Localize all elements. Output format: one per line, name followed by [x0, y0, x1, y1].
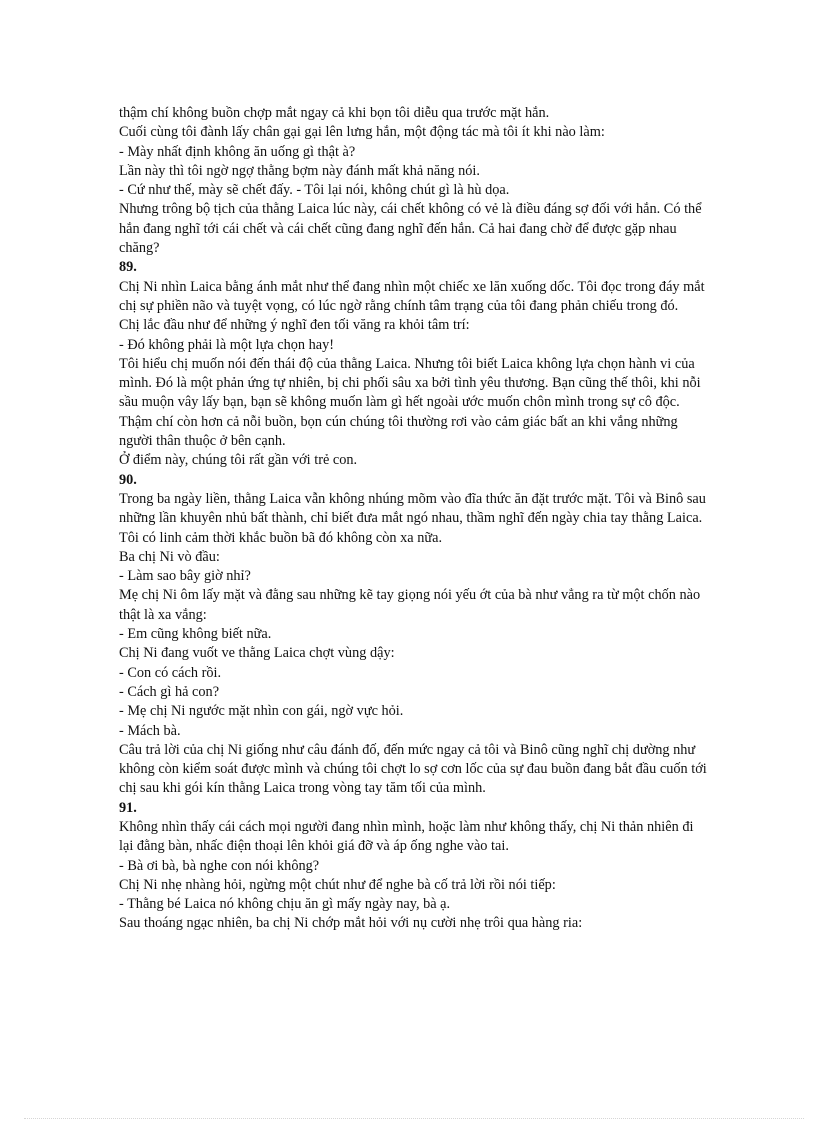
bottom-divider [24, 1118, 804, 1119]
paragraph: - Cứ như thế, mày sẽ chết đấy. - Tôi lại nói, không chút gì là hù dọa. [119, 182, 510, 199]
paragraph: Sau thoáng ngạc nhiên, ba chị Ni chớp mắt hỏi với nụ cười nhẹ trôi qua hàng ria: [119, 915, 583, 932]
paragraph: - Mẹ chị Ni ngước mặt nhìn con gái, ngờ vực hỏi. [119, 703, 404, 720]
page-text [119, 104, 709, 934]
section-number: 91. [119, 799, 137, 816]
paragraph: - Đó không phải là một lựa chọn hay! [119, 336, 335, 353]
paragraph: - Con có cách rồi. [119, 664, 222, 681]
section-number: 90. [119, 471, 137, 488]
section-number: 89. [119, 259, 137, 276]
paragraph: Chị Ni nhẹ nhàng hỏi, ngừng một chút như để nghe bà cố trả lời rồi nói tiếp: [119, 876, 556, 893]
paragraph: thậm chí không buồn chợp mắt ngay cả khi bọn tôi diễu qua trước mặt hắn. [119, 105, 550, 121]
paragraph: - Cách gì hả con? [119, 683, 220, 700]
paragraph: Nhưng trông bộ tịch của thằng Laica lúc này, cái chết không có vẻ là điều đáng sợ đối với hắn. Có thể hắn đang nghĩ tới cái chết và cái chết cũng đang nghĩ đến hắn. Cả hai đang chờ để được gặp nhau chăng? [119, 201, 702, 257]
paragraph: - Làm sao bây giờ nhỉ? [119, 568, 251, 585]
paragraph: - Thằng bé Laica nó không chịu ăn gì mấy ngày nay, bà ạ. [119, 896, 451, 913]
paragraph: Chị Ni nhìn Laica bằng ánh mắt như thể đang nhìn một chiếc xe lăn xuống dốc. Tôi đọc trong đáy mắt chị sự phiền não và tuyệt vọng, có lúc ngờ rằng chính tâm trạng của tôi đang phản chiếu trong đó. [119, 278, 705, 314]
paragraph: Trong ba ngày liền, thằng Laica vẫn không nhúng mõm vào đĩa thức ăn đặt trước mặt. Tôi và Binô sau những lần khuyên nhủ bất thành, chỉ biết đưa mắt ngó nhau, thầm nghĩ đến ngày chia tay thằng Laica. Tôi có linh cảm thời khắc buồn bã đó không còn xa nữa. [119, 490, 706, 546]
paragraph: Thậm chí còn hơn cả nỗi buồn, bọn cún chúng tôi thường rơi vào cảm giác bất an khi vắng những người thân thuộc ở bên cạnh. [119, 413, 678, 450]
paragraph: Lần này thì tôi ngờ ngợ thằng bợm này đánh mất khả năng nói. [119, 162, 480, 179]
paragraph: Mẹ chị Ni ôm lấy mặt và đằng sau những kẽ tay giọng nói yếu ớt của bà như vẳng ra từ một chốn nào thật là xa vắng: [119, 587, 701, 623]
paragraph: Câu trả lời của chị Ni giống như câu đánh đố, đến mức ngay cả tôi và Binô cũng nghĩ chị dường như không còn kiểm soát được mình và chúng tôi chợt lo sợ cơn lốc của sự đau buồn đang bắt đầu cuốn tới chị sau khi gói kín thằng Laica trong vòng tay tăm tối của mình. [119, 741, 707, 797]
paragraph: - Bà ơi bà, bà nghe con nói không? [119, 857, 320, 874]
paragraph: Chị Ni đang vuốt ve thằng Laica chợt vùng dậy: [119, 645, 395, 662]
paragraph: - Mày nhất định không ăn uống gì thật à? [119, 143, 356, 160]
paragraph: - Em cũng không biết nữa. [119, 626, 272, 643]
paragraph: Ba chị Ni vò đầu: [119, 548, 220, 565]
paragraph: Chị lắc đầu như để những ý nghĩ đen tối văng ra khỏi tâm trí: [119, 317, 470, 334]
paragraph: Tôi hiểu chị muốn nói đến thái độ của thằng Laica. Nhưng tôi biết Laica không lựa chọn hành vi của mình. Đó là một phản ứng tự nhiên, bị chi phối sâu xa bởi tình yêu thương. Bạn cũng thế thôi, khi nỗi sầu muộn vây lấy bạn, bạn sẽ không muốn làm gì hết ngoài ước muốn chôn mình trong sự cô độc. [119, 355, 701, 411]
paragraph: Ở điểm này, chúng tôi rất gần với trẻ con. [119, 452, 358, 469]
paragraph: - Mách bà. [119, 722, 181, 739]
paragraph: Cuối cùng tôi đành lấy chân gại gại lên lưng hắn, một động tác mà tôi ít khi nào làm: [119, 124, 605, 141]
paragraph: Không nhìn thấy cái cách mọi người đang nhìn mình, hoặc làm như không thấy, chị Ni thản nhiên đi lại đằng bàn, nhấc điện thoại lên khỏi giá đỡ và áp ống nghe vào tai. [119, 818, 694, 855]
